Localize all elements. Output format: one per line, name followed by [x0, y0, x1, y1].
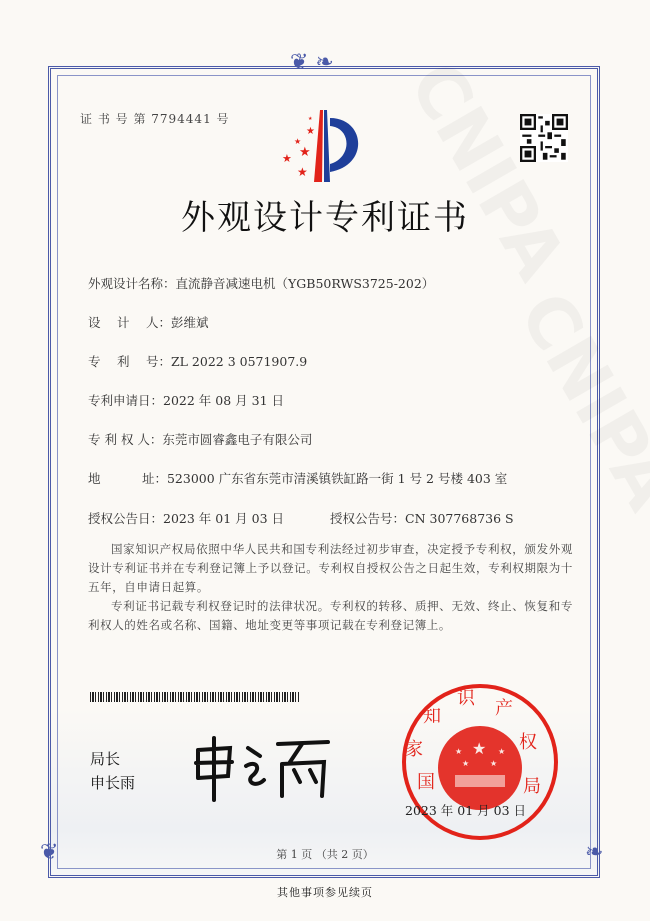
svg-text:家: 家 — [405, 739, 423, 760]
field-design-name — [88, 274, 434, 292]
field-value: ZL 2022 3 0571907.9 — [170, 354, 308, 369]
field-address — [88, 469, 507, 487]
field-label: 专 利 号： — [88, 354, 171, 369]
page-title: 外观设计专利证书 — [181, 198, 469, 238]
svg-text:★: ★ — [282, 152, 292, 165]
field-value: 523000 广东省东莞市清溪镇铁缸路一街 1 号 2 号楼 403 室 — [166, 471, 508, 486]
svg-text:识: 识 — [457, 688, 475, 709]
seal-date: 2023 年 01 月 03 日 — [405, 803, 526, 818]
field-value: 2022 年 08 月 31 日 — [163, 393, 285, 408]
field-announcement-number — [330, 509, 514, 527]
barcode — [90, 692, 300, 702]
svg-text:局: 局 — [523, 776, 541, 797]
field-label: 设 计 人： — [88, 315, 171, 330]
official-seal — [395, 680, 565, 845]
certificate-number: 证 书 号 第 7794441 号 — [80, 112, 230, 126]
svg-text:知: 知 — [423, 706, 441, 727]
field-value: 直流静音减速电机（YGB50RWS3725-202） — [175, 276, 435, 291]
field-label: 授权公告日： — [88, 511, 164, 526]
svg-text:国: 国 — [417, 772, 435, 793]
svg-text:★: ★ — [498, 747, 506, 756]
svg-text:权: 权 — [519, 732, 537, 753]
svg-text:★: ★ — [299, 145, 311, 160]
field-patent-number — [88, 352, 307, 370]
field-designer — [88, 313, 208, 331]
corner-ornament-br: ❧ — [585, 840, 604, 865]
field-patentee — [88, 430, 312, 448]
top-ornament: ❦ ❧ — [290, 50, 334, 75]
svg-text:★: ★ — [306, 126, 315, 137]
field-label: 地 址： — [88, 471, 167, 486]
field-label: 专利申请日： — [88, 393, 164, 408]
handwritten-signature — [190, 730, 335, 805]
field-value: 2023 年 01 月 03 日 — [163, 511, 285, 526]
svg-text:★: ★ — [462, 759, 470, 768]
page-number: 第 1 页 （共 2 页） — [276, 848, 374, 861]
paragraph-grant: 国家知识产权局依照中华人民共和国专利法经过初步审查，决定授予专利权，颁发外观设计专利证书并在专利登记簿上予以登记。专利权自授权公告之日起生效，专利权期限为十五年，自申请日起算。 — [88, 542, 573, 594]
field-label: 授权公告号： — [330, 511, 406, 526]
field-application-date — [88, 391, 284, 409]
svg-text:★: ★ — [297, 165, 308, 179]
svg-text:★: ★ — [308, 116, 313, 122]
svg-text:★: ★ — [472, 739, 487, 758]
field-value: 彭维斌 — [170, 315, 209, 330]
svg-text:产: 产 — [495, 698, 513, 719]
corner-ornament-bl: ❦ — [40, 840, 59, 865]
svg-text:★: ★ — [490, 759, 498, 768]
field-value: CN 307768736 S — [405, 511, 514, 526]
footer-note: 其他事项参见续页 — [277, 886, 373, 899]
qr-code — [520, 114, 568, 162]
svg-text:★: ★ — [455, 747, 463, 756]
signatory-title: 局长 — [90, 750, 121, 768]
field-grant-date — [88, 509, 284, 527]
svg-text:★: ★ — [294, 137, 302, 146]
field-label: 专 利 权 人： — [88, 432, 163, 447]
cnipa-logo — [270, 110, 380, 185]
signatory-name: 申长雨 — [90, 774, 136, 792]
field-value: 东莞市圆睿鑫电子有限公司 — [162, 432, 313, 447]
field-label: 外观设计名称： — [88, 276, 176, 291]
paragraph-legal-status: 专利证书记载专利权登记时的法律状况。专利权的转移、质押、无效、终止、恢复和专利权人的姓名或名称、国籍、地址变更等事项记载在专利登记簿上。 — [88, 599, 573, 632]
